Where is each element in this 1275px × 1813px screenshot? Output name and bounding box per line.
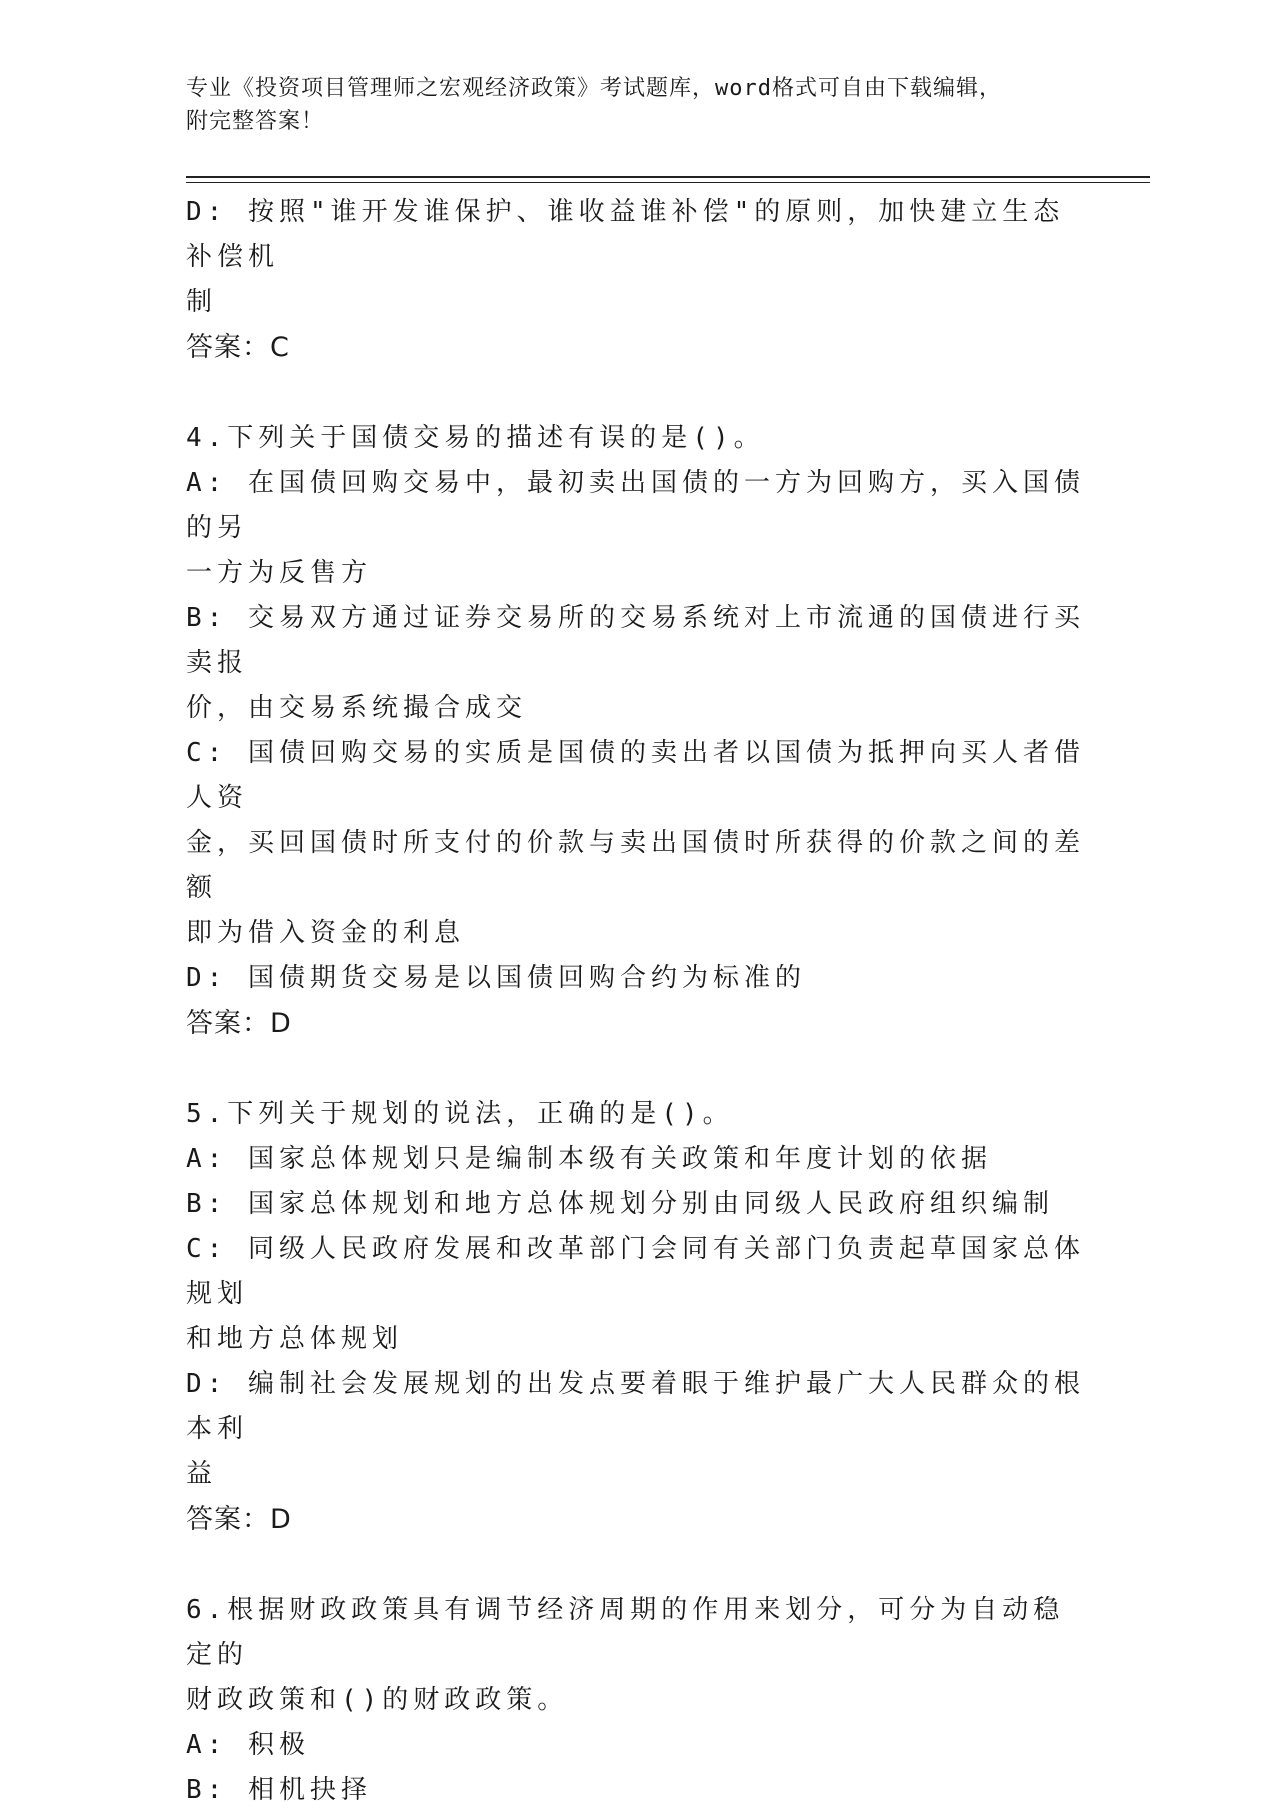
header-line-1: 专业《投资项目管理师之宏观经济政策》考试题库，word格式可自由下载编辑，: [186, 76, 1002, 101]
option-d-line: 益: [186, 1459, 218, 1489]
answer-line: 答案：D: [186, 1504, 292, 1535]
answer-line: 答案：D: [186, 1008, 292, 1039]
document-body: [186, 190, 1086, 1813]
option-d-line: D: 按照"谁开发谁保护、谁收益谁补偿"的原则，加快建立生态补偿机: [186, 197, 1065, 272]
option-b-line: B: 相机抉择: [186, 1775, 372, 1805]
question-gap: [186, 370, 1086, 416]
question-block-prev: [186, 190, 1086, 370]
header-rule-thick: [186, 176, 1150, 178]
option-c-line: 金，买回国债时所支付的价款与卖出国债时所获得的价款之间的差额: [186, 828, 1086, 903]
option-a-line: A: 在国债回购交易中，最初卖出国债的一方为回购方，买入国债的另: [186, 468, 1085, 543]
question-stem: 6.根据财政政策具有调节经济周期的作用来划分，可分为自动稳定的: [186, 1595, 1065, 1670]
question-stem: 5.下列关于规划的说法，正确的是()。: [186, 1099, 734, 1129]
option-b-line: 价，由交易系统撮合成交: [186, 693, 528, 723]
question-block-4: [186, 416, 1086, 1046]
option-d-line: 制: [186, 287, 218, 317]
question-stem: 4.下列关于国债交易的描述有误的是()。: [186, 423, 765, 453]
option-d-line: D: 编制社会发展规划的出发点要着眼于维护最广大人民群众的根本利: [186, 1369, 1085, 1444]
question-gap: [186, 1046, 1086, 1092]
question-block-5: [186, 1092, 1086, 1542]
option-c-line: 和地方总体规划: [186, 1324, 404, 1354]
option-c-line: C: 国债回购交易的实质是国债的卖出者以国债为抵押向买人者借人资: [186, 738, 1085, 813]
document-header: [186, 72, 1066, 138]
question-stem: 财政政策和()的财政政策。: [186, 1685, 569, 1715]
option-a-line: A: 积极: [186, 1730, 310, 1760]
option-b-line: B: 国家总体规划和地方总体规划分别由同级人民政府组织编制: [186, 1189, 1054, 1219]
header-line-2: 附完整答案！: [186, 109, 325, 134]
question-gap: [186, 1542, 1086, 1588]
answer-line: 答案：C: [186, 332, 290, 363]
option-b-line: B: 交易双方通过证券交易所的交易系统对上市流通的国债进行买卖报: [186, 603, 1085, 678]
question-block-6: [186, 1588, 1086, 1813]
option-a-line: 一方为反售方: [186, 558, 373, 588]
option-c-line: C: 同级人民政府发展和改革部门会同有关部门负责起草国家总体规划: [186, 1234, 1085, 1309]
option-c-line: 即为借入资金的利息: [186, 918, 466, 948]
option-d-line: D: 国债期货交易是以国债回购合约为标准的: [186, 963, 806, 993]
option-a-line: A: 国家总体规划只是编制本级有关政策和年度计划的依据: [186, 1144, 992, 1174]
header-rule-thin: [186, 182, 1150, 183]
